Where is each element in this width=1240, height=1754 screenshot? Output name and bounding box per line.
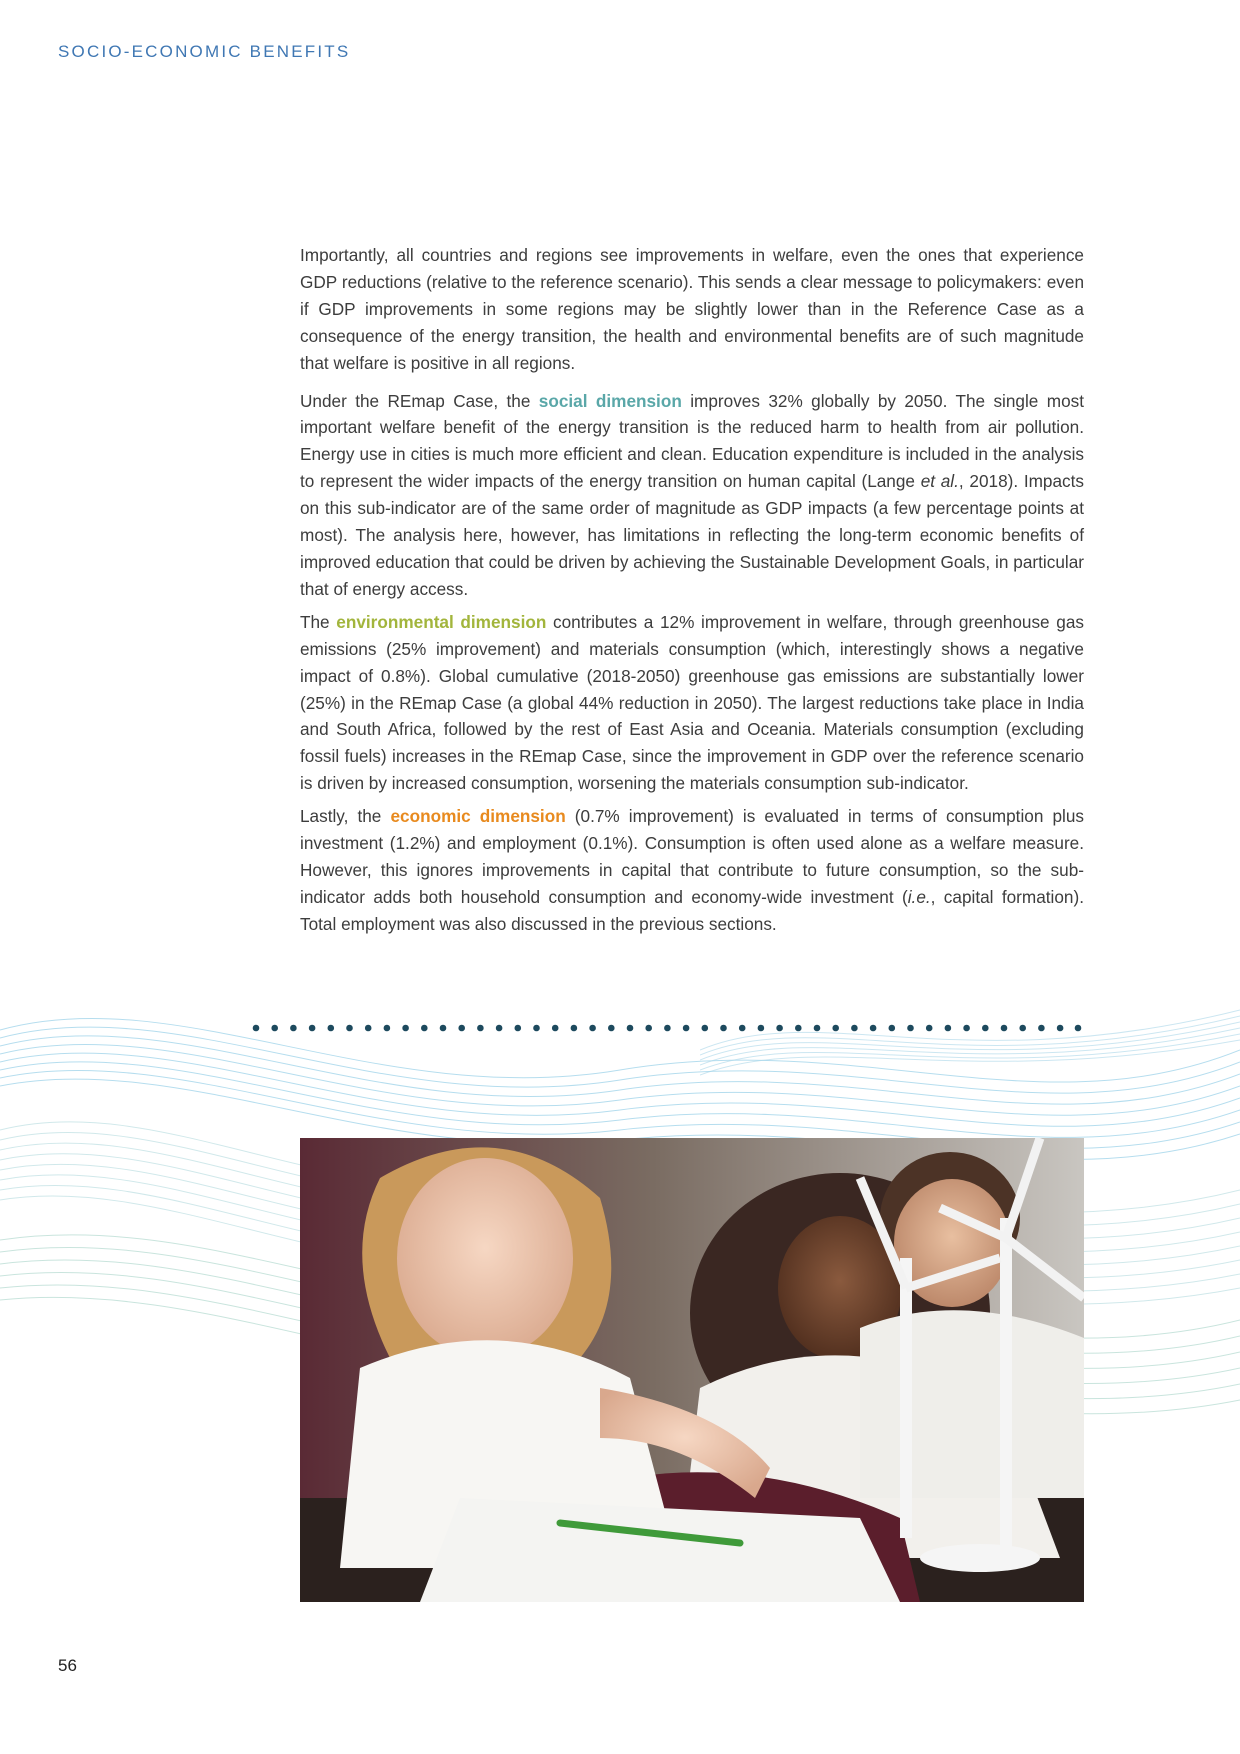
- text-run: , 2018). Impacts on this sub-indicator are of the same order of magnitude as GDP impacts (a few percentage points at most). The analysis here, however, has limitations in reflecting the long-term economic benefits of improved education that could be driven by achieving the Sustainable Development Goals, in particular that of energy access.: [300, 471, 1085, 599]
- page-number: 56: [58, 1656, 77, 1675]
- abbreviation-italic: i.e.: [907, 886, 931, 907]
- text-run: improves 32% globally by 2050. The single most important welfare benefit of the energy transition is the reduced harm to health from air pollution. Energy use in cities is much more efficient and clean. Education expenditure is included in the analysis to represent the wider impacts of the energy transition on human capital (Lange: [300, 390, 1085, 492]
- paragraph-welfare: Importantly, all countries and regions see improvements in welfare, even the ones that experience GDP reductions (relative to the reference scenario). This sends a clear message to policymakers: even if GDP improvements in some regions may be slightly lower than in the Reference Case as a consequence of the energy transition, the health and environmental benefits are of such magnitude that welfare is positive in all regions.: [300, 245, 1084, 373]
- paragraph-economic: [300, 803, 1084, 938]
- text-run: contributes a 12% improvement in welfare, through greenhouse gas emissions (25% improvement) and materials consumption (which, interestingly shows a negative impact of 0.8%). Global cumulative (2018-2050) greenhouse gas emissions are substantially lower (25%) in the REmap Case (a global 44% reduction in 2050). The largest reductions take place in India and South Africa, followed by the rest of East Asia and Oceania. Materials consumption (excluding fossil fuels) increases in the REmap Case, since the improvement in GDP over the reference scenario is driven by increased consumption, worsening the materials consumption sub-indicator.: [300, 611, 1084, 794]
- paragraph-environmental: [300, 609, 1084, 797]
- photo-illustration: [300, 1138, 1084, 1602]
- keyword-economic-dimension: economic dimension: [390, 806, 566, 827]
- text-run: Lastly, the: [300, 806, 391, 827]
- text-run: (0.7% improvement) is evaluated in terms of consumption plus investment (1.2%) and employment (0.1%). Consumption is often used alone as a welfare measure. However, this ignores improvements in capital that contribute to future consumption, so the sub-indicator adds both household consumption and economy-wide investment (: [300, 806, 1085, 907]
- text-run: Under the REmap Case, the: [300, 390, 539, 411]
- section-header: SOCIO-ECONOMIC BENEFITS: [58, 42, 351, 61]
- paragraph-social: [300, 388, 1084, 603]
- body-text: [300, 242, 1084, 949]
- keyword-social-dimension: social dimension: [538, 390, 682, 411]
- citation-italic: et al.: [920, 471, 959, 492]
- text-run: The: [300, 611, 337, 632]
- keyword-environmental-dimension: environmental dimension: [336, 611, 547, 632]
- photo-children-wind-turbine-models: [300, 1138, 1084, 1602]
- text-run: , capital formation). Total employment was also discussed in the previous sections.: [300, 886, 1084, 934]
